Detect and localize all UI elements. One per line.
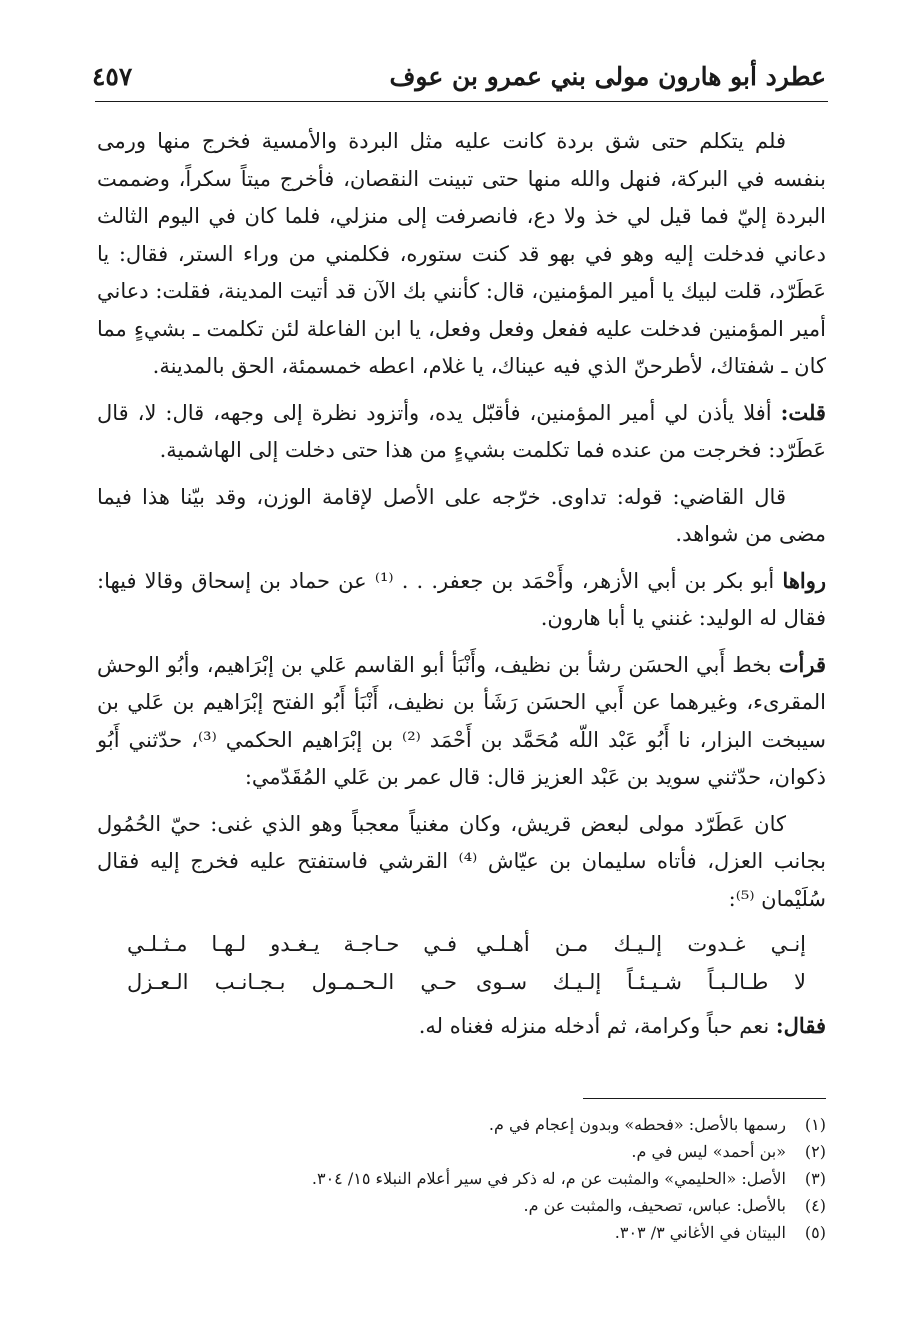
paragraph xyxy=(97,646,826,797)
footnote-number: (٢) xyxy=(804,1142,826,1161)
paragraph-text: فلم يتكلم حتى شق بردة كانت عليه مثل البردة والأمسية فخرج منها ورمى بنفسه في البركة، فنهل والله منها حتى تبينت النقصان، فأخرج ميتاً سكراً، وضممت البردة إليّ فما قيل لي خذ ولا دع، فانصرفت إلى منزلي، فلما كان في اليوم الثالث دعاني فدخلت إليه وهو في بهو قد كنت ستوره، فكلمني من وراء الستر، فقال: يا عَطَرّد، قلت لبيك يا أمير المؤمنين، قال: كأنني بك الآن قد أتيت المدينة، فقلت: دعاني أمير المؤمنين فدخلت عليه ففعل وفعل وفعل، يا ابن الفاعلة لئن تكلمت ـ بشيءٍ مما كان ـ شفتاك، لأطرحنّ الذي فيه عيناك، يا غلام، اعطه خمسمئة، الحق بالمدينة. xyxy=(97,129,826,378)
paragraph-text: أفلا يأذن لي أمير المؤمنين، فأقبّل يده، وأتزود نظرة إلى وجهه، قال: لا، قال عَطَرّد: فخرجت من عنده فما تكلمت بشيءٍ من هذا حتى دخلت إلى الهاشمية. xyxy=(97,400,826,462)
footnote xyxy=(97,1219,826,1246)
footnotes xyxy=(97,1111,826,1246)
poem-hemistich-first: لا طـالـبـاً شـيـئـاً إلـيـك سـوى xyxy=(476,969,806,994)
footnote xyxy=(97,1165,826,1192)
paragraph-text: بخط أَبي الحسَن رشأ بن نظيف، وأَنْبَأ أبو القاسم عَلي بن إبْرَاهيم، وأبُو الوحش المقرىء، وغيرهما عن أَبي الحسَن رَشَأ بن نظيف، أَنْبَأ أَبُو الفتح إبْرَاهيم بن عَلي بن سيبخت البزار، نا أَبُو عَبْد اللّه مُحَمَّد بن أَحْمَد ⁽²⁾ بن إبْرَاهيم الحكمي ⁽³⁾، حدّثني أَبُو ذكوان، حدّثني سويد بن عَبْد العزيز قال: قال عمر بن عَلي المُقَدّمي: xyxy=(97,652,826,789)
closing-paragraph xyxy=(97,1007,826,1046)
footnote-number: (٥) xyxy=(804,1223,826,1242)
paragraph xyxy=(97,122,826,386)
paragraph xyxy=(97,805,826,919)
footnote-rule xyxy=(583,1098,826,1099)
footnote-text: بالأصل: عباس، تصحيف، والمثبت عن م. xyxy=(523,1196,786,1215)
main-text xyxy=(97,122,826,1054)
page-header-title: عطرد أبو هارون مولى بني عمرو بن عوف xyxy=(389,62,826,91)
paragraph-lead: قرأت xyxy=(778,651,826,677)
paragraph xyxy=(97,478,826,554)
footnote-text: رسمها بالأصل: «فحطه» وبدون إعجام في م. xyxy=(488,1115,786,1134)
footnote-number: (٤) xyxy=(804,1196,826,1215)
footnote-text: «بن أحمد» ليس في م. xyxy=(631,1142,786,1161)
footnote-text: الأصل: «الحليمي» والمثبت عن م، له ذكر في سير أعلام النبلاء ١٥/ ٣٠٤. xyxy=(311,1169,786,1188)
paragraph-lead: فقال: xyxy=(775,1013,826,1038)
paragraph-text: أبو بكر بن أبي الأزهر، وأَحْمَد بن جعفر. . . ⁽¹⁾ عن حماد بن إسحاق وقالا فيها: فقال له الوليد: غنني يا أبا هارون. xyxy=(97,568,826,630)
footnote xyxy=(97,1111,826,1138)
footnote-number: (٣) xyxy=(804,1169,826,1188)
paragraph xyxy=(97,562,826,638)
poem-hemistich-first: إنـي غـدوت إلـيـك مـن أهـلـي xyxy=(476,932,806,956)
header-rule xyxy=(95,101,828,102)
paragraph-text: كان عَطَرّد مولى لبعض قريش، وكان مغنياً معجباً وهو الذي غنى: حيّ الحُمُول بجانب العزل، فأتاه سليمان بن عيّاش ⁽⁴⁾ القرشي فاستفتح عليه فخرج إليه فقال سُلَيْمان ⁽⁵⁾: xyxy=(97,811,826,911)
poem xyxy=(97,926,826,1001)
footnote xyxy=(97,1192,826,1219)
footnote-number: (١) xyxy=(804,1115,826,1134)
footnote xyxy=(97,1138,826,1165)
page-number: ٤٥٧ xyxy=(92,62,133,91)
footnote-text: البيتان في الأغاني ٣/ ٣٠٣. xyxy=(614,1223,786,1242)
paragraph-lead: رواها xyxy=(782,567,827,593)
paragraph-lead: قلت: xyxy=(780,399,826,425)
paragraph xyxy=(97,394,826,470)
paragraph-text: نعم حباً وكرامة، ثم أدخله منزله فغناه له. xyxy=(418,1014,770,1038)
poem-verse xyxy=(97,964,826,1002)
poem-verse xyxy=(97,926,826,964)
poem-hemistich-second: فـي حـاجـة يـغـدو لـهـا مـثـلـي xyxy=(127,932,457,956)
poem-hemistich-second: حـي الـحـمـول بـجـانـب الـعـزل xyxy=(127,969,457,994)
paragraph-text: قال القاضي: قوله: تداوى. خرّجه على الأصل لإقامة الوزن، وقد بيّنا هذا فيما مضى من شواهد. xyxy=(97,484,826,546)
